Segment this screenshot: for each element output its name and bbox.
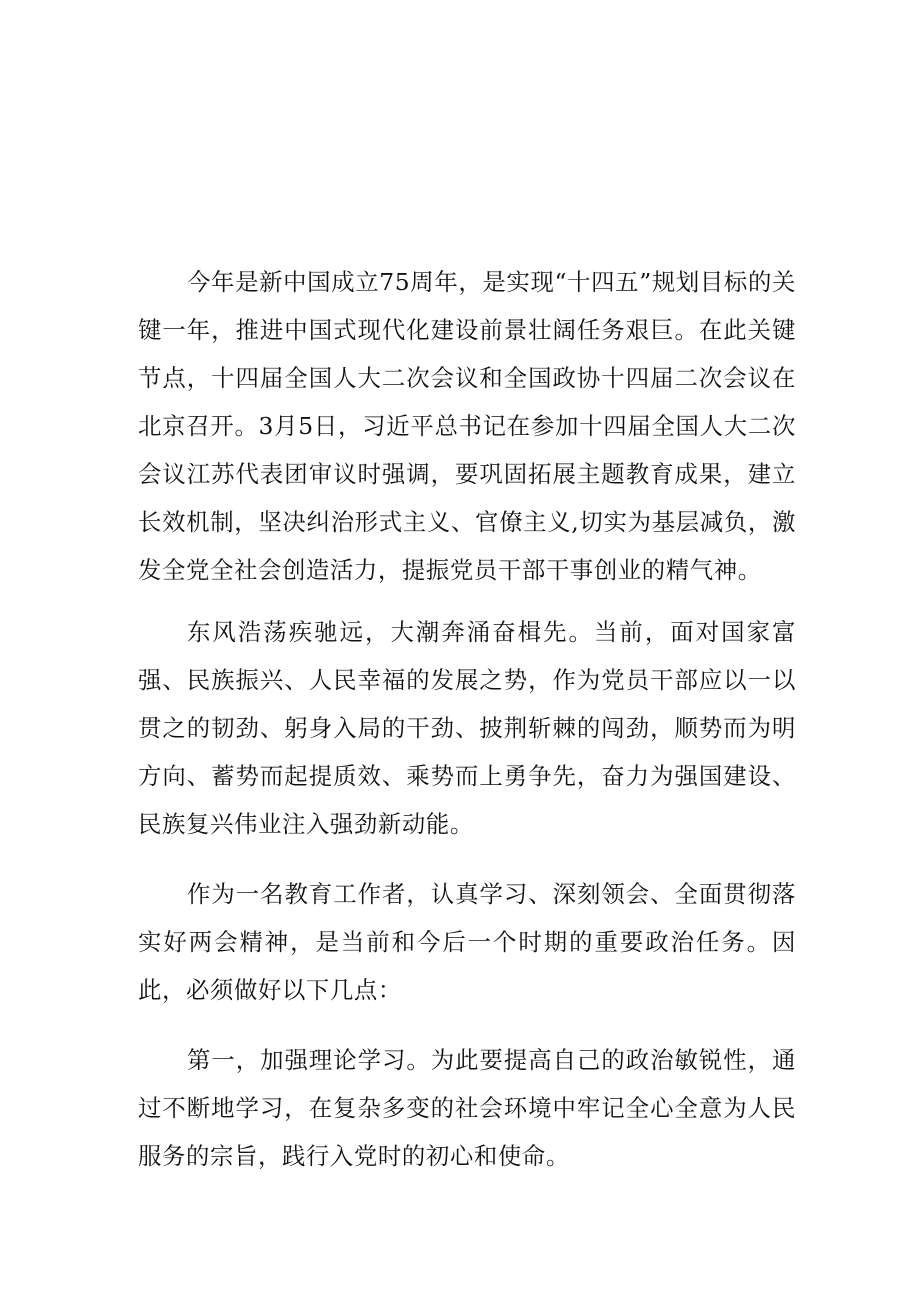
- paragraph-momentum: 东风浩荡疾驰远，大潮奔涌奋楫先。当前，面对国家富强、民族振兴、人民幸福的发展之势，作为党员干部应以一以贯之的韧劲、躬身入局的干劲、披荆斩棘的闯劲，顺势而为明方向、蓄势而起提质效、乘势而上勇争先，奋力为强国建设、民族复兴伟业注入强劲新动能。: [138, 618, 796, 838]
- paragraph-educator: 作为一名教育工作者，认真学习、深刻领会、全面贯彻落实好两会精神，是当前和今后一个时期的重要政治任务。因此，必须做好以下几点：: [138, 880, 796, 1004]
- paragraph-point-one: 第一，加强理论学习。为此要提高自己的政治敏锐性，通过不断地学习，在复杂多变的社会环境中牢记全心全意为人民服务的宗旨，践行入党时的初心和使命。: [138, 1046, 796, 1170]
- document-body: [138, 258, 796, 1180]
- paragraph-intro: 今年是新中国成立75周年，是实现“十四五”规划目标的关键一年，推进中国式现代化建设前景壮阔任务艰巨。在此关键节点，十四届全国人大二次会议和全国政协十四届二次会议在北京召开。3月5日，习近平总书记在参加十四届全国人大二次会议江苏代表团审议时强调，要巩固拓展主题教育成果，建立长效机制，坚决纠治形式主义、官僚主义,切实为基层减负，激发全党全社会创造活力，提振党员干部干事创业的精气神。: [138, 268, 796, 584]
